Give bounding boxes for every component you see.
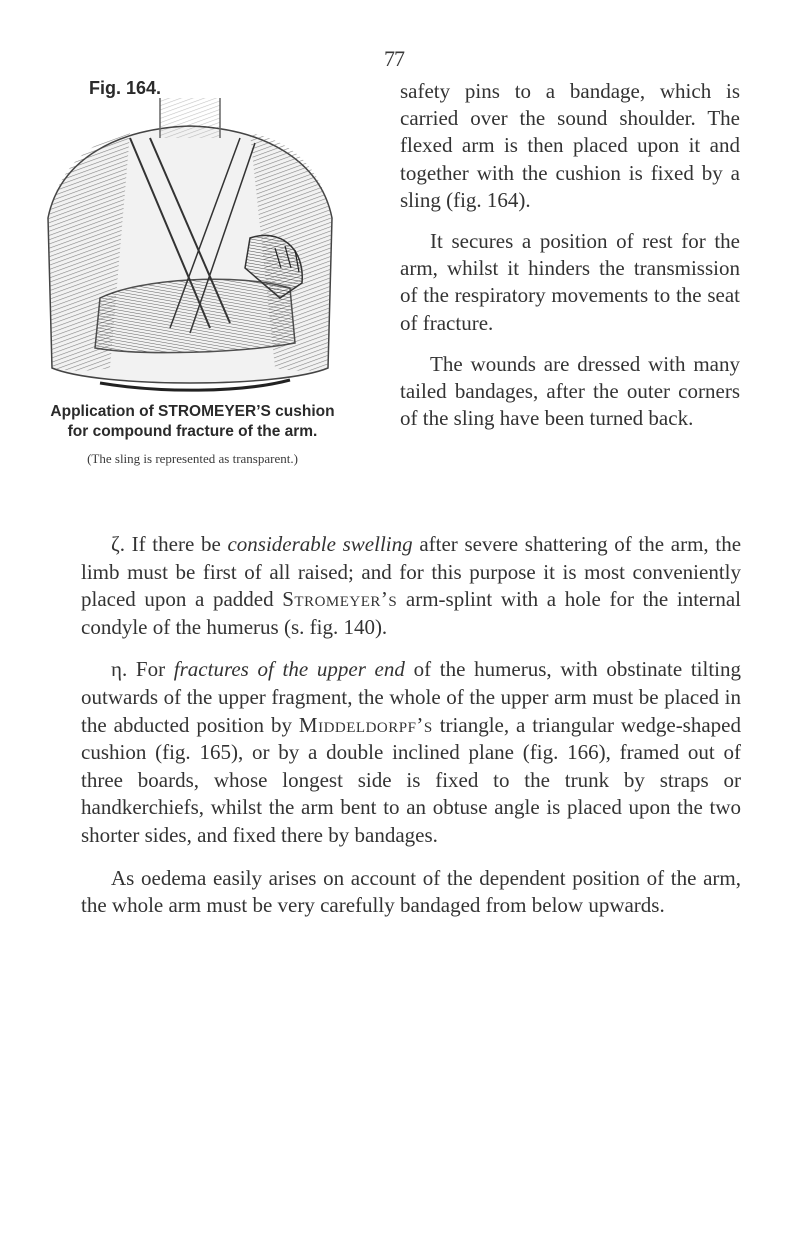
sling-cushion-engraving [40,98,340,396]
figure-illustration [40,98,340,396]
person-name: Stromeyer’s [282,587,398,612]
paragraph-oedema: As oedema easily arises on account of the dependent position of the arm, the whole arm must be very carefully bandaged from below upwards. [81,865,741,918]
text-span: of the humerus, with obstinate tilting outwards of the upper fragment, the whole of the upper arm must be placed in the abducted position by [81,657,742,737]
text-span: For [135,657,166,682]
section-marker: ζ. [111,532,125,556]
paragraph-zeta [81,531,741,641]
page-number: 77 [384,46,404,71]
section-marker: η. [111,657,128,682]
side-column [400,78,740,446]
emphasis-text: fractures of the upper end [173,657,405,682]
person-name: Middeldorpf’s [298,712,433,737]
side-paragraph-2: It secures a position of rest for the arm, whilst it hinders the transmission of the respiratory movements to the seat of fracture. [400,229,740,335]
side-paragraph-3: The wounds are dressed with many tailed bandages, after the outer corners of the sling have been turned back. [400,351,740,431]
text-span: If there be [131,532,221,556]
text-span: after severe shattering of the arm, the limb must be first of all raised; and for this purpose it is most conveniently placed upon a padded [81,532,742,612]
figure-caption: Application of STROMEYER’S cushion for compound fracture of the arm. [50,403,335,440]
paragraph-eta [81,656,741,849]
figure-label: Fig. 164. [89,78,162,98]
figure-caption-note: (The sling is represented as transparent.) [87,451,298,466]
emphasis-text: considerable swelling [227,532,413,556]
text-span: arm-splint with a hole for the internal condyle of the humerus (s. fig. 140). [81,587,742,639]
main-text [81,531,741,935]
text-span: triangle, a triangular wedge-shaped cushion (fig. 165), or by a double inclined plane (fig. 166), framed out of three boards, whose longest side is fixed to the trunk by straps or handkerchiefs, whilst the arm bent to an obtuse angle is placed upon the two shorter sides, and fixed there by bandages. [81,712,741,847]
side-paragraph-1: safety pins to a bandage, which is carried over the sound shoulder. The flexed arm is then placed upon it and together with the cushion is fixed by a sling (fig. 164). [400,79,740,212]
